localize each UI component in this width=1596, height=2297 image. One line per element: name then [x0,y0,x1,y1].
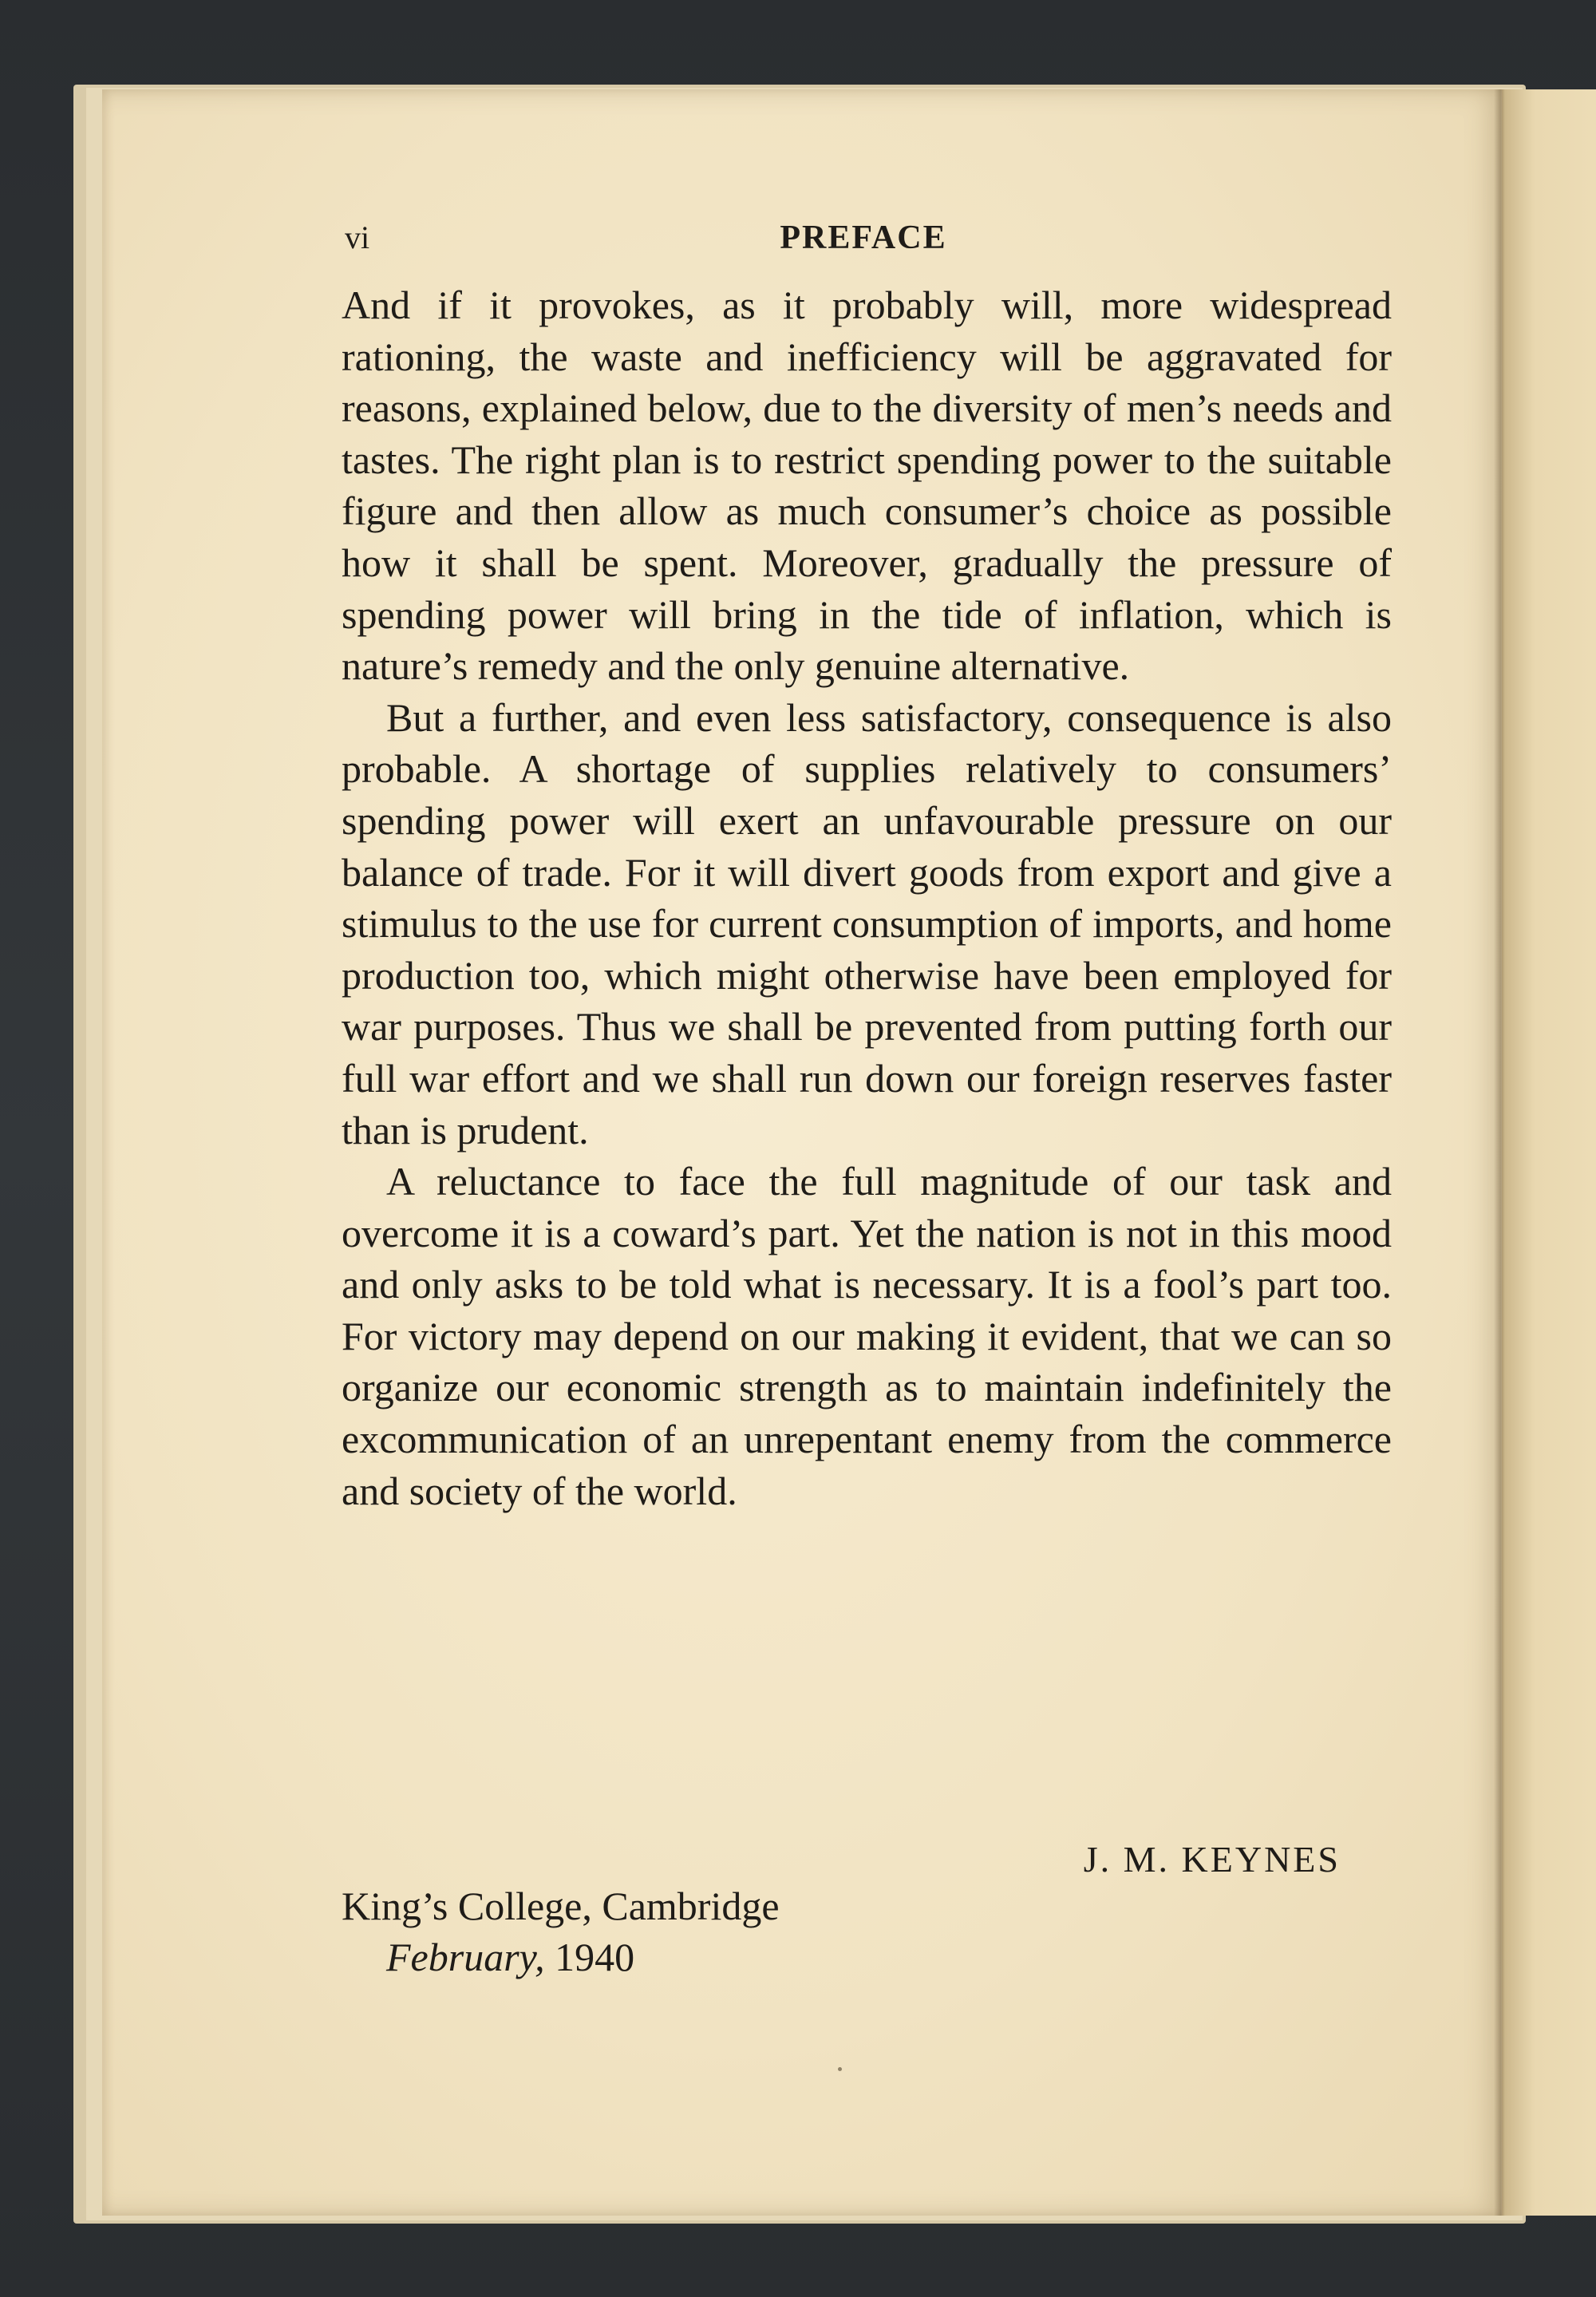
paragraph-2: But a further, and even less satisfactory, consequence is also probable. A shortage of supplies relatively to consumers’ spending power will exert an unfavourable pressure on our balance of trade. For it will divert goods from export and give a stimulus to the use for current consumption of imports, and home production too, which might otherwise have been employed for war purposes. Thus we shall be prevented from putting forth our full war effort and we shall run down our foreign reserves faster than is prudent. [342,694,1392,1152]
paper-speck [838,2067,842,2071]
date-year: 1940 [555,1935,635,1979]
author-signature: J. M. KEYNES [1083,1839,1341,1880]
paragraph-1: And if it provokes, as it probably will, more widespread rationing, the waste and inefficiency will be aggravated for reasons, explained below, due to the diversity of men’s needs and tastes. The right plan is to restrict spending power to the suitable figure and then allow as much consumer’s choice as possible how it shall be spent. Moreover, gradually the pressure of spending power will bring in the tide of inflation, which is nature’s remedy and the only genuine alternative. [342,283,1392,689]
section-title: PREFACE [780,219,947,256]
book-gutter [1494,89,1505,2216]
running-head [345,214,1382,262]
page-number: vi [345,219,370,255]
place-line: King’s College, Cambridge [342,1884,780,1928]
date-line [386,1931,634,1983]
facing-page-edge [1502,89,1596,2216]
paragraph-3: A reluctance to face the full magnitude of our task and overcome it is a coward’s part. Yet the nation is not in this mood and only asks to be told what is necessary. It is a fool’s part too. For victory may depend on our making it evident, that we can so organize our economic strength as to maintain indefinitely the excommunication of an unrepentant enemy from the commerce and society of the world. [342,1159,1392,1513]
body-text [342,279,1392,1516]
date-month: February, [386,1935,545,1979]
